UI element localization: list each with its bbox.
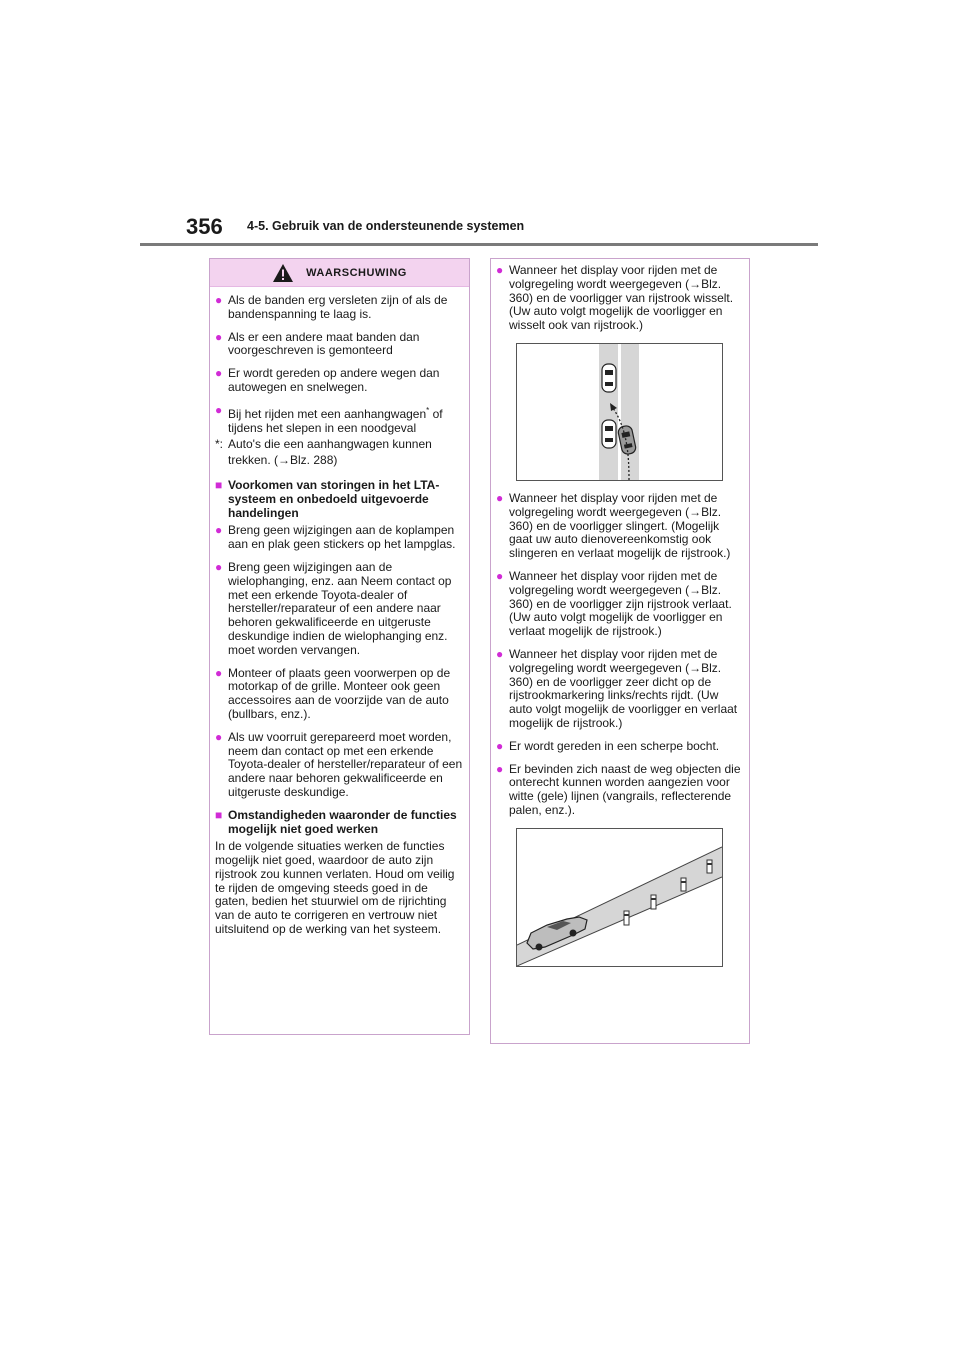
reflector-pole-icon bbox=[651, 895, 656, 909]
bullet-circle-icon: ● bbox=[215, 402, 223, 417]
reflector-pole-icon bbox=[624, 911, 629, 925]
list-item: ● Wanneer het display voor rijden met de volgregeling wordt weergegeven (→Blz. 360) en de voorligger van rijstrook wisselt. (Uw auto volgt mogelijk de voorligger en wisselt ook van rijstrook.) bbox=[496, 263, 734, 333]
bullet-circle-icon: ● bbox=[496, 263, 504, 277]
trailer-item-cont: of tijdens het slepen in een noodgeval bbox=[228, 406, 443, 435]
bullet-square-icon: ■ bbox=[215, 477, 223, 492]
list-item: ● Wanneer het display voor rijden met de volgregeling wordt weergegeven (→Blz. 360) en de voorligger zijn rijstrook verlaat. (Uw auto volgt mogelijk de voorligger en verlaat mogelijk de rijstrook.) bbox=[496, 568, 732, 639]
preceding-car-icon bbox=[602, 364, 616, 392]
footnote bbox=[215, 438, 463, 470]
bullet-circle-icon: ● bbox=[215, 293, 223, 307]
footnote-line: trekken. (→Blz. 288) bbox=[228, 453, 338, 468]
list-item bbox=[215, 404, 463, 436]
bullet-circle-icon: ● bbox=[215, 329, 223, 344]
footnote-mark: *: bbox=[215, 437, 224, 452]
other-car-icon bbox=[602, 420, 616, 448]
section-heading: ■ Voorkomen van storingen in het LTA-systeem en onbedoeld uitgevoerde handelingen bbox=[215, 477, 440, 520]
list-item: ● Wanneer het display voor rijden met de volgregeling wordt weergegeven (→Blz. 360) en de voorligger zeer dicht op de rijstrookmarkering links/rechts rijdt. (Uw auto volgt mogelijk de voorligger en verlaat mogelijk de rijstrook.) bbox=[496, 646, 738, 730]
header-rule bbox=[140, 243, 818, 246]
list-item: ● Er wordt gereden in een scherpe bocht. bbox=[496, 738, 720, 753]
reflector-pole-icon bbox=[707, 860, 712, 873]
list-item: ● Breng geen wijzigingen aan de wielophanging, enz. aan Neem contact op met een erkende Toyota-dealer of hersteller/reparateur of een andere naar behoren gekwalificeerde en uitgeruste deskundige indien de wielophanging enz. moet worden vervangen. bbox=[215, 559, 452, 657]
bullet-square-icon: ■ bbox=[215, 807, 223, 822]
page-number: 356 bbox=[186, 214, 223, 239]
list-item: ● Breng geen wijzigingen aan de koplampen aan en plak geen stickers op het lampglas. bbox=[215, 523, 456, 552]
list-item: ● Er bevinden zich naast de weg objecten die onterecht kunnen worden aangezien voor witte (gele) lijnen (vangrails, reflecterende palen, enz.). bbox=[496, 761, 741, 817]
roadside-poles-illustration bbox=[516, 828, 723, 967]
bullet-circle-icon: ● bbox=[215, 366, 223, 381]
list-item: ● Er wordt gereden op andere wegen dan autowegen en snelwegen. bbox=[215, 366, 440, 394]
lane-change-illustration bbox=[516, 343, 723, 481]
list-item: ● Als de banden erg versleten zijn of als de bandenspanning te laag is. bbox=[215, 293, 448, 321]
section-heading: ■ Omstandigheden waaronder de functies mogelijk niet goed werken bbox=[215, 807, 457, 836]
bullet-circle-icon: ● bbox=[215, 559, 223, 574]
bullet-circle-icon: ● bbox=[215, 729, 223, 744]
paragraph: In de volgende situaties werken de functies mogelijk niet goed, waardoor de auto zijn rijstrook zou kunnen verlaten. Houd om veilig te rijden de omgeving steeds goed in de gaten, bedien het stuurwiel om de rijrichting van de auto te corrigeren en vertrouw niet uitsluitend op de werking van het systeem. bbox=[215, 839, 455, 937]
continued-warning-box bbox=[490, 258, 750, 1044]
list-item: ● Monteer of plaats geen voorwerpen op de motorkap of de grille. Monteer ook geen accessoires aan de voorzijde van de auto (bullbars, enz.). bbox=[215, 665, 451, 721]
bullet-circle-icon: ● bbox=[496, 568, 504, 583]
warning-title: WAARSCHUWING bbox=[306, 266, 407, 279]
footnote-line: Auto's die een aanhangwagen kunnen bbox=[228, 437, 432, 452]
footnote-ref: * bbox=[426, 405, 430, 415]
warning-triangle-icon bbox=[272, 263, 294, 283]
section-title: 4-5. Gebruik van de ondersteunende systemen bbox=[247, 219, 525, 233]
warning-box bbox=[209, 258, 470, 1035]
bullet-circle-icon: ● bbox=[496, 490, 504, 505]
trailer-item: Bij het rijden met een aanhangwagen bbox=[228, 406, 427, 421]
bullet-circle-icon: ● bbox=[215, 523, 223, 538]
list-item: ● Als uw voorruit gerepareerd moet worden, neem dan contact op met een erkende Toyota-dealer of hersteller/reparateur of een andere naar behoren gekwalificeerde en uitgeruste deskundige. bbox=[215, 729, 463, 799]
bullet-circle-icon: ● bbox=[496, 738, 504, 753]
bullet-circle-icon: ● bbox=[496, 646, 504, 661]
bullet-circle-icon: ● bbox=[215, 665, 223, 680]
bullet-circle-icon: ● bbox=[496, 761, 504, 776]
list-item: ● Als er een andere maat banden dan voorgeschreven is gemonteerd bbox=[215, 329, 420, 358]
list-item: ● Wanneer het display voor rijden met de volgregeling wordt weergegeven (→Blz. 360) en de voorligger slingert. (Mogelijk gaat uw auto dienovereenkomstig ook slingeren en verlaat mogelijk de rijstrook.) bbox=[496, 490, 731, 561]
warning-header bbox=[210, 259, 469, 287]
reflector-pole-icon bbox=[681, 878, 686, 891]
